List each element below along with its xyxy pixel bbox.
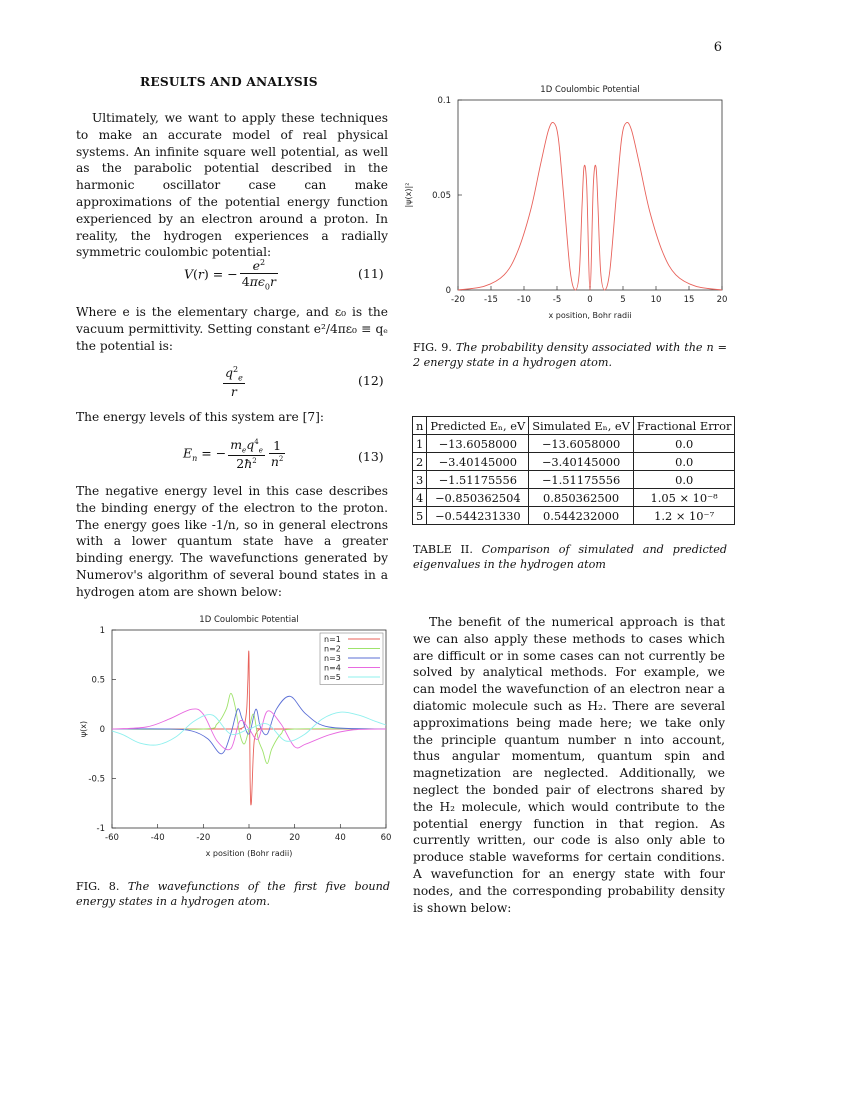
table-cell: 5 <box>413 507 427 525</box>
legend-label: n=5 <box>324 673 341 682</box>
paragraph-intro: Ultimately, we want to apply these techniques to make an accurate model of real physical systems. An infinite square well potential, as well as the parabolic potential described in the harmonic oscillator case can make approximations of the potential energy function experienced by an electron around a proton. In reality, the hydrogen experiences a radially symmetric coulombic potential: <box>76 111 388 260</box>
figure-8-caption <box>76 879 390 909</box>
table-header-cell: Predicted Eₙ, eV <box>427 417 529 435</box>
x-tick-label: 10 <box>650 295 662 305</box>
table-cell: −3.40145000 <box>529 453 634 471</box>
table-cell: −1.51175556 <box>529 471 634 489</box>
paragraph-binding: The negative energy level in this case describes the binding energy of the electron to the proton. The energy goes like -1/n, so in general electrons with a lower quantum state have a greater binding energy. The wavefunctions generated by Numerov's algorithm of several bound states in a hydrogen atom are shown below: <box>76 484 388 599</box>
table-cell: 2 <box>413 453 427 471</box>
y-tick-label: 0.1 <box>437 96 451 106</box>
x-axis-label: x position (Bohr radii) <box>205 849 293 858</box>
y-tick-label: 0.5 <box>91 675 105 686</box>
equation-13: $E_n$ = − $\frac{m_eq^4_e}{2ħ^2}$ $\frac{1}{n^2}$ <box>183 437 284 471</box>
x-tick-label: -20 <box>196 833 211 843</box>
table-cell: 0.850362500 <box>529 489 634 507</box>
y-axis-label: |ψ(x)|² <box>404 182 413 208</box>
table-cell: −0.544231330 <box>427 507 529 525</box>
figure-8-wavefunctions-chart <box>76 612 396 867</box>
table-row <box>413 489 735 507</box>
legend-label: n=3 <box>324 654 341 663</box>
x-tick-label: -60 <box>105 833 119 843</box>
table-header-cell: Simulated Eₙ, eV <box>529 417 634 435</box>
x-tick-label: 60 <box>380 833 392 843</box>
y-tick-label: 0.05 <box>432 191 451 201</box>
figure-9-caption-label: FIG. 9. <box>413 341 452 354</box>
y-tick-label: 1 <box>99 626 105 636</box>
table-row <box>413 453 735 471</box>
table-cell: 0.544232000 <box>529 507 634 525</box>
x-tick-label: 15 <box>683 295 695 305</box>
x-tick-label: -15 <box>484 295 498 305</box>
series-line-1 <box>458 122 722 290</box>
paragraph-numerical-benefit: The benefit of the numerical approach is that we can also apply these methods to cases which are difficult or in some cases can not currently be solved by analytical methods. For example, we can model the wavefunction of an electron near a diatomic molecule such as H₂. There are several approximations being made here; we take only the principle quantum number n into account, thus angular momentum, quantum spin and magnetization are neglected. Additionally, we neglect the bonded pair of electrons shared by the H₂ molecule, which would contribute to the potential energy function in that region. As currently written, our code is also only able to produce stable waveforms for certain conditions. A wavefunction for an energy state with four nodes, and the corresponding probability density is shown below: <box>413 615 725 915</box>
table-row <box>413 471 735 489</box>
legend-label: n=1 <box>324 635 341 644</box>
y-tick-label: 0 <box>99 725 105 735</box>
legend-label: n=4 <box>324 663 341 673</box>
table-cell: 3 <box>413 471 427 489</box>
x-axis-label: x position, Bohr radii <box>548 311 632 320</box>
chart-title: 1D Coulombic Potential <box>540 85 640 95</box>
y-tick-label: -0.5 <box>88 774 105 785</box>
plot-frame <box>458 100 722 290</box>
figure-9-caption-text: The probability density associated with the n = 2 energy state in a hydrogen atom. <box>413 341 727 369</box>
table-cell: −0.850362504 <box>427 489 529 507</box>
table-row <box>413 507 735 525</box>
equation-12: $\frac{q^2_e}{r}$ <box>225 365 243 399</box>
chart-title: 1D Coulombic Potential <box>199 615 299 625</box>
table-header-cell: Fractional Error <box>633 417 735 435</box>
table-cell: 1 <box>413 435 427 453</box>
legend-label: n=2 <box>324 644 341 654</box>
page-number: 6 <box>713 40 722 55</box>
table-cell: 0.0 <box>633 435 735 453</box>
paragraph-energy-levels: The energy levels of this system are [7]: <box>76 410 324 424</box>
table-header-cell: n <box>413 417 427 435</box>
table-2-caption-text: Comparison of simulated and predicted eigenvalues in the hydrogen atom <box>413 543 728 571</box>
y-tick-label: -1 <box>96 824 105 834</box>
equation-11: V(r) = − $\frac{e^2}{4\pi\epsilon_0r}$ <box>184 258 276 292</box>
y-tick-label: 0 <box>445 286 451 296</box>
x-tick-label: -5 <box>552 295 562 305</box>
x-tick-label: -40 <box>150 833 165 843</box>
right-para <box>413 614 725 916</box>
x-tick-label: 20 <box>289 833 301 843</box>
x-tick-label: 20 <box>716 295 728 305</box>
table-2-caption <box>413 542 727 572</box>
left-para-2 <box>76 304 388 354</box>
table-cell: 0.0 <box>633 471 735 489</box>
table-cell: 1.2 × 10⁻⁷ <box>633 507 735 525</box>
figure-8-caption-text: The wavefunctions of the first five bound energy states in a hydrogen atom. <box>76 880 390 908</box>
left-para-4 <box>76 483 388 601</box>
table-cell: −1.51175556 <box>427 471 529 489</box>
equation-13-number: (13) <box>358 449 384 464</box>
table-cell: −13.6058000 <box>427 435 529 453</box>
left-para-3 <box>76 409 388 426</box>
x-tick-label: 0 <box>587 295 593 305</box>
equation-12-number: (12) <box>358 373 384 388</box>
figure-9-probability-density-chart <box>395 78 735 333</box>
eigenvalue-comparison-table <box>412 416 735 525</box>
x-tick-label: 40 <box>334 833 346 843</box>
table-row <box>413 435 735 453</box>
table-header-row <box>413 417 735 435</box>
equation-11-number: (11) <box>358 266 384 281</box>
x-tick-label: 5 <box>620 295 626 305</box>
x-tick-label: 0 <box>246 833 252 843</box>
y-axis-label: ψ(x) <box>79 720 88 738</box>
x-tick-label: -10 <box>517 295 531 305</box>
x-tick-label: -20 <box>451 295 465 305</box>
table-cell: 1.05 × 10⁻⁸ <box>633 489 735 507</box>
left-para-1 <box>76 110 388 261</box>
table-cell: 4 <box>413 489 427 507</box>
table-cell: −3.40145000 <box>427 453 529 471</box>
table-cell: −13.6058000 <box>529 435 634 453</box>
table-cell: 0.0 <box>633 453 735 471</box>
figure-9-caption <box>413 340 727 370</box>
section-heading: RESULTS AND ANALYSIS <box>140 75 318 89</box>
table-2-caption-label: TABLE II. <box>413 543 473 556</box>
figure-8-caption-label: FIG. 8. <box>76 880 120 893</box>
paragraph-constant: Where e is the elementary charge, and ε₀ is the vacuum permittivity. Setting constant e²/4πε₀ ≡ qₑ the potential is: <box>76 305 388 353</box>
